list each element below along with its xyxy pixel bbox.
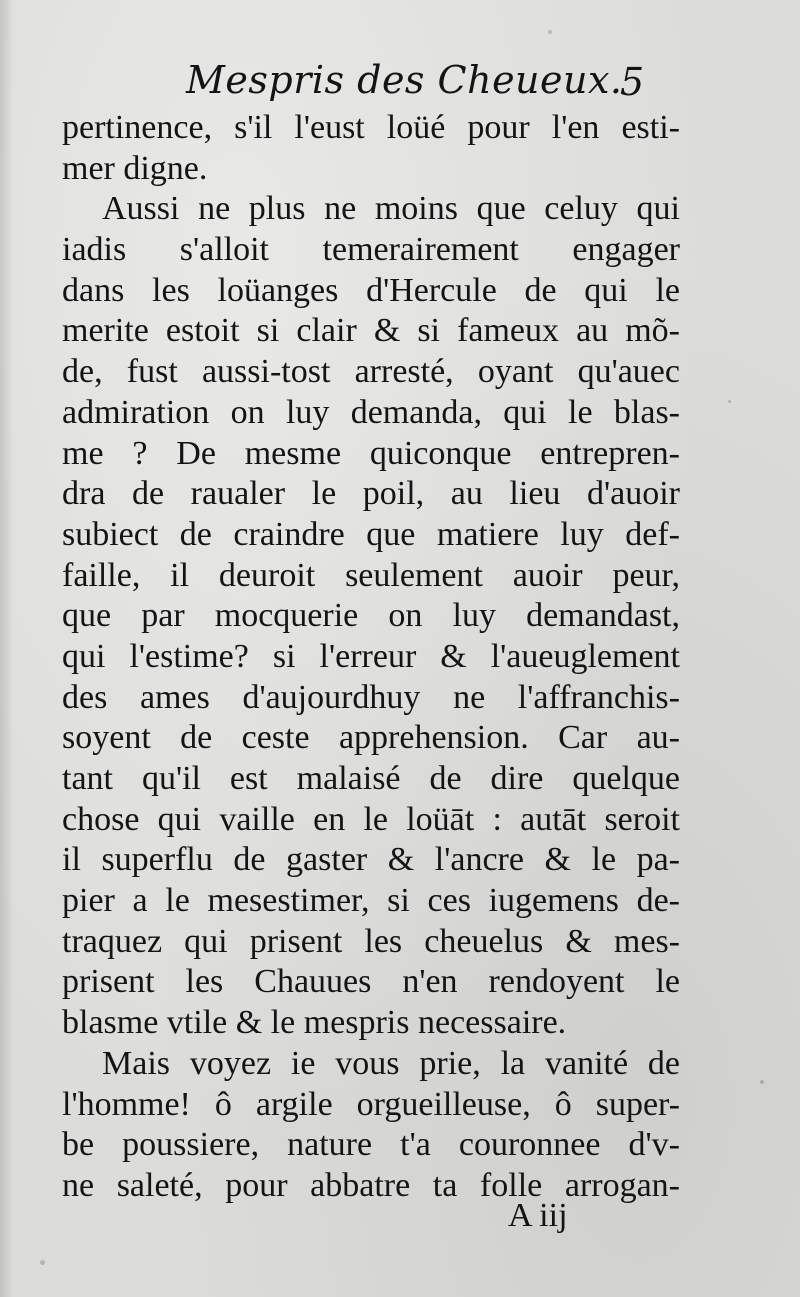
- text-line: ne saleté, pour abbatre ta folle arrogan-: [62, 1166, 680, 1204]
- text-line: dra de raualer le poil, au lieu d'auoir: [62, 475, 680, 513]
- text-line: de, fust aussi-tost arresté, oyant qu'auec: [62, 353, 680, 391]
- text-line: soyent de ceste apprehension. Car au-: [62, 719, 680, 757]
- paper-speck: [760, 1080, 764, 1084]
- text-line: be poussiere, nature t'a couronnee d'v-: [62, 1126, 680, 1164]
- text-line: blasme vtile & le mespris necessaire.: [62, 1004, 567, 1042]
- signature-mark: A iij: [508, 1197, 568, 1234]
- text-line: faille, il deuroit seulement auoir peur,: [62, 556, 680, 594]
- text-line: mer digne.: [62, 149, 208, 187]
- text-line: chose qui vaille en le loüāt : autāt seroit: [62, 800, 680, 838]
- text-line: me ? De mesme quiconque entrepren-: [62, 434, 680, 472]
- text-line: prisent les Chauues n'en rendoyent le: [62, 963, 680, 1001]
- paper-speck: [548, 30, 552, 34]
- text-line: qui l'estime? si l'erreur & l'aueuglement: [62, 637, 680, 675]
- text-line: traquez qui prisent les cheuelus & mes-: [62, 922, 680, 960]
- paper-speck: [40, 1260, 45, 1265]
- text-line: pertinence, s'il l'eust loüé pour l'en esti-: [62, 109, 680, 146]
- text-line: iadis s'alloit temerairement engager: [62, 231, 680, 269]
- text-line: tant qu'il est malaisé de dire quelque: [62, 760, 680, 797]
- page-edge-shadow: [0, 0, 14, 1297]
- text-line: des ames d'aujourdhuy ne l'affranchis-: [62, 678, 680, 716]
- text-line: dans les loüanges d'Hercule de qui le: [62, 271, 680, 309]
- text-line: pier a le mesestimer, si ces iugemens de-: [62, 882, 680, 920]
- running-title: Mespris des Cheueux.: [186, 58, 623, 102]
- text-line: il superflu de gaster & l'ancre & le pa-: [62, 841, 680, 879]
- text-line: Aussi ne plus ne moins que celuy qui: [102, 190, 680, 228]
- text-line: subiect de craindre que matiere luy def-: [62, 515, 680, 553]
- text-line: que par mocquerie on luy demandast,: [62, 597, 680, 635]
- text-line: l'homme! ô argile orgueilleuse, ô super-: [62, 1085, 680, 1123]
- text-line: admiration on luy demanda, qui le blas-: [62, 393, 680, 431]
- page-number: 5: [620, 60, 645, 104]
- text-line: Mais voyez ie vous prie, la vanité de: [102, 1044, 680, 1082]
- paper-speck: [728, 400, 731, 403]
- text-line: merite estoit si clair & si fameux au mõ-: [62, 312, 680, 350]
- body-text: [62, 108, 680, 1207]
